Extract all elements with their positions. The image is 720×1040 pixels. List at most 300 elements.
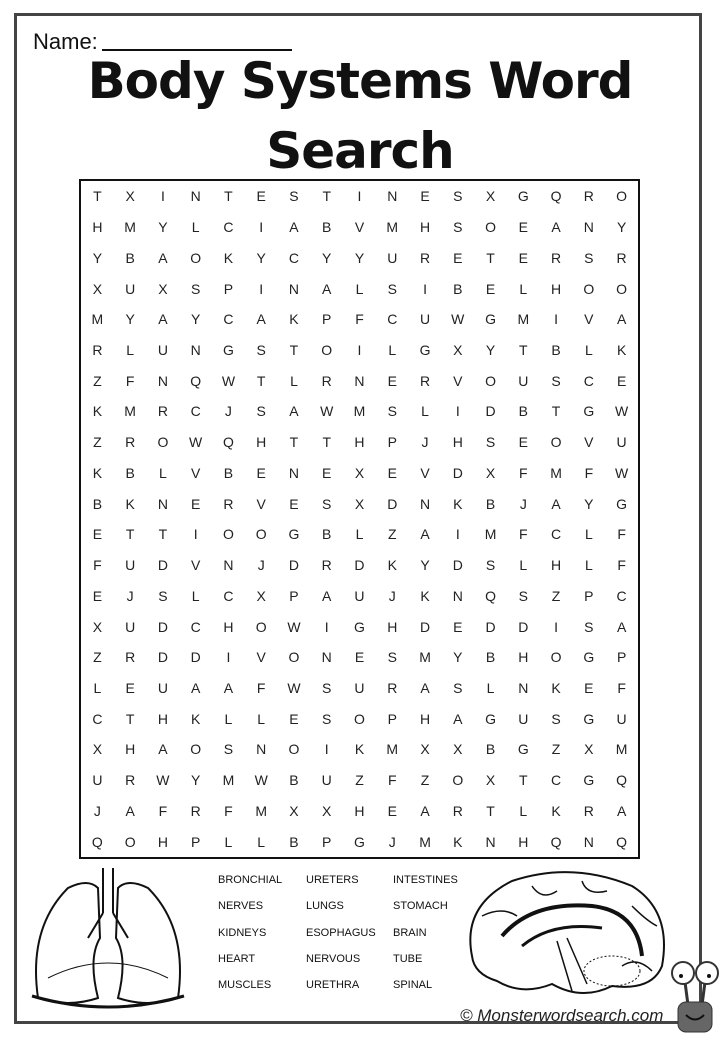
grid-cell[interactable]: B [551,341,561,358]
grid-cell[interactable]: H [551,280,562,297]
grid-cell[interactable]: B [485,649,496,666]
grid-cell[interactable]: J [224,403,232,420]
grid-cell[interactable]: T [93,188,102,205]
grid-cell[interactable]: O [255,618,267,635]
grid-cell[interactable]: J [126,587,134,604]
grid-cell[interactable]: D [485,403,496,420]
grid-cell[interactable]: L [355,280,364,297]
grid-cell[interactable]: A [289,219,299,236]
grid-cell[interactable]: F [387,772,397,789]
grid-cell[interactable]: V [584,311,594,328]
grid-cell[interactable]: G [583,403,595,420]
grid-cell[interactable]: C [288,249,300,266]
grid-cell[interactable]: B [125,464,135,481]
grid-cell[interactable]: Z [93,649,102,666]
grid-cell[interactable]: C [551,772,562,789]
grid-cell[interactable]: A [616,311,627,328]
grid-cell[interactable]: W [156,772,170,789]
grid-cell[interactable]: K [125,495,135,512]
grid-cell[interactable]: H [157,833,168,850]
grid-cell[interactable]: J [257,557,265,574]
grid-cell[interactable]: F [617,557,626,574]
grid-cell[interactable]: L [584,526,593,543]
grid-cell[interactable]: X [354,464,365,481]
grid-cell[interactable]: T [224,188,233,205]
grid-cell[interactable]: E [420,188,430,205]
grid-cell[interactable]: C [223,587,234,604]
grid-cell[interactable]: R [452,802,463,819]
grid-cell[interactable]: L [486,679,495,696]
grid-cell[interactable]: S [223,741,234,758]
grid-cell[interactable]: L [519,557,528,574]
grid-cell[interactable]: U [518,372,529,389]
grid-cell[interactable]: U [157,341,168,358]
grid-cell[interactable]: K [551,679,561,696]
grid-cell[interactable]: S [584,618,594,635]
grid-cell[interactable]: V [453,372,463,389]
grid-cell[interactable]: R [190,802,201,819]
grid-cell[interactable]: U [125,618,136,635]
grid-cell[interactable]: T [158,526,168,543]
grid-cell[interactable]: P [223,280,234,297]
grid-cell[interactable]: O [583,280,595,297]
grid-cell[interactable]: L [421,403,429,420]
grid-cell[interactable]: D [452,464,463,481]
grid-cell[interactable]: A [420,802,430,819]
grid-cell[interactable]: S [289,188,299,205]
grid-cell[interactable]: O [616,280,628,297]
grid-cell[interactable]: C [92,710,103,727]
grid-cell[interactable]: Q [222,434,234,451]
grid-cell[interactable]: E [387,372,397,389]
grid-cell[interactable]: P [387,710,397,727]
grid-cell[interactable]: R [157,403,168,420]
grid-cell[interactable]: F [224,802,233,819]
grid-cell[interactable]: P [322,311,332,328]
grid-cell[interactable]: L [224,710,233,727]
grid-cell[interactable]: Z [387,526,397,543]
grid-cell[interactable]: H [354,434,365,451]
grid-cell[interactable]: C [387,311,398,328]
grid-cell[interactable]: L [388,341,397,358]
grid-cell[interactable]: E [518,219,528,236]
grid-cell[interactable]: Q [616,833,628,850]
grid-cell[interactable]: F [158,802,168,819]
grid-cell[interactable]: W [287,679,301,696]
grid-cell[interactable]: R [321,372,332,389]
grid-cell[interactable]: D [518,618,529,635]
grid-cell[interactable]: W [615,464,629,481]
grid-cell[interactable]: L [159,464,167,481]
grid-cell[interactable]: O [190,249,202,266]
grid-cell[interactable]: S [453,219,463,236]
grid-cell[interactable]: B [485,741,496,758]
grid-cell[interactable]: R [321,557,332,574]
grid-cell[interactable]: G [517,741,529,758]
grid-cell[interactable]: I [259,280,264,297]
grid-cell[interactable]: M [91,311,104,328]
grid-cell[interactable]: A [420,526,430,543]
grid-cell[interactable]: X [485,188,496,205]
grid-cell[interactable]: U [125,557,136,574]
grid-cell[interactable]: K [354,741,365,758]
grid-cell[interactable]: T [519,772,528,789]
grid-cell[interactable]: H [354,802,365,819]
grid-cell[interactable]: M [255,802,268,819]
grid-cell[interactable]: M [484,526,497,543]
grid-cell[interactable]: I [554,311,559,328]
grid-cell[interactable]: Q [616,772,628,789]
grid-cell[interactable]: T [486,249,495,266]
grid-cell[interactable]: G [354,618,365,635]
grid-cell[interactable]: T [289,341,299,358]
grid-cell[interactable]: B [518,403,528,420]
grid-cell[interactable]: D [190,649,201,666]
grid-cell[interactable]: I [160,188,165,205]
grid-cell[interactable]: Z [551,587,561,604]
grid-cell[interactable]: N [190,188,201,205]
grid-cell[interactable]: A [551,219,561,236]
grid-cell[interactable]: Z [93,372,102,389]
name-blank-line[interactable] [102,29,292,51]
grid-cell[interactable]: M [550,464,562,481]
grid-cell[interactable]: H [419,710,431,727]
grid-cell[interactable]: L [519,802,528,819]
grid-cell[interactable]: P [616,649,627,666]
grid-cell[interactable]: C [551,526,562,543]
grid-cell[interactable]: K [92,403,103,420]
grid-cell[interactable]: O [550,434,562,451]
grid-cell[interactable]: H [223,618,234,635]
grid-cell[interactable]: G [419,341,431,358]
grid-cell[interactable]: B [289,772,299,789]
grid-cell[interactable]: G [583,772,595,789]
grid-cell[interactable]: P [322,833,332,850]
grid-cell[interactable]: R [223,495,234,512]
grid-cell[interactable]: M [517,311,530,328]
grid-cell[interactable]: Y [158,219,168,236]
grid-cell[interactable]: R [583,802,594,819]
grid-cell[interactable]: X [322,802,332,819]
grid-cell[interactable]: K [616,341,627,358]
grid-cell[interactable]: Q [550,833,562,850]
grid-cell[interactable]: A [158,741,168,758]
grid-cell[interactable]: S [158,587,168,604]
grid-cell[interactable]: N [387,188,398,205]
grid-cell[interactable]: S [485,434,496,451]
grid-cell[interactable]: M [386,741,399,758]
grid-cell[interactable]: G [616,495,628,512]
grid-cell[interactable]: I [423,280,427,297]
grid-cell[interactable]: N [157,495,168,512]
grid-cell[interactable]: D [157,618,168,635]
grid-cell[interactable]: J [388,587,396,604]
grid-cell[interactable]: Y [584,495,594,512]
grid-cell[interactable]: P [387,434,397,451]
grid-cell[interactable]: X [158,280,168,297]
grid-cell[interactable]: D [157,557,168,574]
grid-cell[interactable]: Q [550,188,562,205]
grid-cell[interactable]: E [190,495,201,512]
grid-cell[interactable]: F [617,679,626,696]
grid-cell[interactable]: S [256,341,266,358]
grid-cell[interactable]: U [354,679,365,696]
grid-cell[interactable]: S [551,710,561,727]
grid-cell[interactable]: Z [420,772,430,789]
grid-cell[interactable]: G [583,649,595,666]
grid-cell[interactable]: N [485,833,496,850]
grid-cell[interactable]: J [388,833,396,850]
grid-cell[interactable]: Y [354,249,365,266]
grid-cell[interactable]: C [616,587,627,604]
grid-cell[interactable]: T [519,341,528,358]
grid-cell[interactable]: E [92,526,103,543]
grid-cell[interactable]: R [387,679,398,696]
grid-cell[interactable]: R [419,249,431,266]
grid-cell[interactable]: Y [190,772,201,789]
grid-cell[interactable]: E [616,372,627,389]
grid-cell[interactable]: U [321,772,332,789]
grid-cell[interactable]: O [124,833,136,850]
grid-cell[interactable]: N [419,495,431,512]
grid-cell[interactable]: J [421,434,429,451]
grid-cell[interactable]: S [387,649,397,666]
grid-cell[interactable]: P [190,833,201,850]
grid-cell[interactable]: W [615,403,629,420]
grid-cell[interactable]: A [551,495,561,512]
grid-cell[interactable]: L [191,219,200,236]
grid-cell[interactable]: H [551,557,562,574]
grid-cell[interactable]: C [190,403,201,420]
grid-cell[interactable]: N [288,280,300,297]
grid-cell[interactable]: L [355,526,364,543]
grid-cell[interactable]: R [125,772,136,789]
grid-cell[interactable]: B [485,495,496,512]
grid-cell[interactable]: S [322,679,332,696]
grid-cell[interactable]: H [518,649,529,666]
grid-cell[interactable]: E [322,464,332,481]
grid-cell[interactable]: X [453,741,463,758]
grid-cell[interactable]: E [485,280,496,297]
grid-cell[interactable]: W [320,403,334,420]
grid-cell[interactable]: T [289,434,299,451]
grid-cell[interactable]: D [387,495,398,512]
grid-cell[interactable]: N [452,587,463,604]
grid-cell[interactable]: M [419,649,431,666]
grid-cell[interactable]: R [419,372,431,389]
grid-cell[interactable]: I [357,341,362,358]
grid-cell[interactable]: A [256,311,266,328]
grid-cell[interactable]: F [519,464,528,481]
grid-cell[interactable]: M [419,833,431,850]
grid-cell[interactable]: Y [420,557,430,574]
grid-cell[interactable]: D [288,557,300,574]
grid-cell[interactable]: A [453,710,463,727]
grid-cell[interactable]: O [288,741,300,758]
grid-cell[interactable]: C [223,311,234,328]
grid-cell[interactable]: N [190,341,201,358]
grid-cell[interactable]: A [158,311,168,328]
grid-cell[interactable]: X [485,772,496,789]
grid-cell[interactable]: U [518,710,529,727]
grid-cell[interactable]: H [92,219,103,236]
grid-cell[interactable]: E [92,587,103,604]
grid-cell[interactable]: A [616,618,627,635]
grid-cell[interactable]: N [321,649,332,666]
grid-cell[interactable]: R [551,249,562,266]
grid-cell[interactable]: A [223,679,234,696]
grid-cell[interactable]: H [125,741,136,758]
grid-cell[interactable]: E [584,679,594,696]
grid-cell[interactable]: U [616,710,627,727]
grid-cell[interactable]: Y [616,219,627,236]
grid-cell[interactable]: N [354,372,365,389]
grid-cell[interactable]: Y [485,341,496,358]
grid-cell[interactable]: O [157,434,169,451]
grid-cell[interactable]: L [257,833,266,850]
grid-cell[interactable]: O [354,710,365,727]
grid-cell[interactable]: D [452,557,463,574]
grid-cell[interactable]: L [290,372,298,389]
grid-cell[interactable]: K [387,557,397,574]
grid-cell[interactable]: Y [453,649,463,666]
grid-cell[interactable]: F [519,526,528,543]
grid-cell[interactable]: E [387,464,397,481]
grid-cell[interactable]: I [554,618,559,635]
grid-cell[interactable]: R [616,249,627,266]
grid-cell[interactable]: E [125,679,135,696]
grid-cell[interactable]: H [157,710,168,727]
grid-cell[interactable]: R [125,649,136,666]
grid-cell[interactable]: C [583,372,594,389]
grid-cell[interactable]: G [485,710,496,727]
grid-cell[interactable]: Z [355,772,364,789]
grid-cell[interactable]: K [289,311,299,328]
grid-cell[interactable]: B [453,280,463,297]
grid-cell[interactable]: Y [322,249,332,266]
grid-cell[interactable]: E [518,249,528,266]
grid-cell[interactable]: K [223,249,234,266]
grid-cell[interactable]: K [453,495,463,512]
grid-cell[interactable]: N [583,833,594,850]
grid-cell[interactable]: V [256,649,266,666]
grid-cell[interactable]: U [125,280,136,297]
grid-cell[interactable]: I [324,741,329,758]
grid-cell[interactable]: K [551,802,561,819]
grid-cell[interactable]: X [289,802,299,819]
grid-cell[interactable]: A [289,403,299,420]
grid-cell[interactable]: M [124,219,136,236]
grid-cell[interactable]: S [551,372,561,389]
grid-cell[interactable]: W [189,434,203,451]
grid-cell[interactable]: X [256,587,266,604]
grid-cell[interactable]: K [420,587,430,604]
grid-cell[interactable]: M [386,219,399,236]
grid-cell[interactable]: M [222,772,235,789]
grid-cell[interactable]: I [455,403,460,420]
grid-cell[interactable]: M [124,403,136,420]
grid-cell[interactable]: F [125,372,135,389]
grid-cell[interactable]: F [584,464,594,481]
grid-cell[interactable]: Y [190,311,201,328]
grid-cell[interactable]: N [518,679,529,696]
grid-cell[interactable]: W [221,372,236,389]
grid-cell[interactable]: O [222,526,234,543]
grid-cell[interactable]: V [256,495,266,512]
grid-cell[interactable]: X [92,741,103,758]
grid-cell[interactable]: V [190,557,201,574]
grid-cell[interactable]: E [387,802,397,819]
grid-cell[interactable]: X [125,188,135,205]
grid-cell[interactable]: A [322,280,332,297]
grid-cell[interactable]: L [584,557,593,574]
grid-cell[interactable]: W [254,772,268,789]
grid-cell[interactable]: O [485,372,496,389]
grid-cell[interactable]: X [453,341,463,358]
grid-cell[interactable]: X [92,280,103,297]
grid-cell[interactable]: T [322,434,331,451]
grid-cell[interactable]: T [125,526,135,543]
grid-cell[interactable]: U [354,587,365,604]
grid-cell[interactable]: G [583,710,595,727]
grid-cell[interactable]: U [92,772,103,789]
grid-cell[interactable]: B [322,219,332,236]
grid-cell[interactable]: O [550,649,562,666]
grid-cell[interactable]: N [583,219,594,236]
grid-cell[interactable]: R [92,341,103,358]
grid-cell[interactable]: B [92,495,103,512]
grid-cell[interactable]: D [419,618,431,635]
grid-cell[interactable]: G [517,188,529,205]
grid-cell[interactable]: D [157,649,168,666]
grid-cell[interactable]: U [387,249,398,266]
grid-cell[interactable]: S [387,403,397,420]
grid-cell[interactable]: S [322,495,332,512]
grid-cell[interactable]: S [485,557,496,574]
grid-cell[interactable]: X [584,741,594,758]
grid-cell[interactable]: K [92,464,103,481]
grid-cell[interactable]: I [324,618,329,635]
grid-cell[interactable]: D [354,557,365,574]
grid-cell[interactable]: U [616,434,627,451]
grid-cell[interactable]: T [125,710,135,727]
grid-cell[interactable]: L [224,833,233,850]
grid-cell[interactable]: L [93,679,102,696]
grid-cell[interactable]: H [387,618,398,635]
grid-cell[interactable]: T [486,802,495,819]
grid-cell[interactable]: G [354,833,365,850]
grid-cell[interactable]: F [93,557,102,574]
grid-cell[interactable]: X [420,741,430,758]
grid-cell[interactable]: T [551,403,561,420]
grid-cell[interactable]: Q [485,587,496,604]
grid-cell[interactable]: A [158,249,168,266]
grid-cell[interactable]: I [193,526,198,543]
grid-cell[interactable]: B [322,526,332,543]
grid-cell[interactable]: A [420,679,430,696]
grid-cell[interactable]: N [288,464,300,481]
grid-cell[interactable]: R [125,434,136,451]
grid-cell[interactable]: K [190,710,201,727]
grid-cell[interactable]: F [617,526,626,543]
grid-cell[interactable]: E [289,495,299,512]
grid-cell[interactable]: O [485,219,496,236]
grid-cell[interactable]: H [419,219,431,236]
grid-cell[interactable]: R [583,188,594,205]
grid-cell[interactable]: S [453,188,463,205]
grid-cell[interactable]: S [453,679,463,696]
grid-cell[interactable]: E [453,249,463,266]
